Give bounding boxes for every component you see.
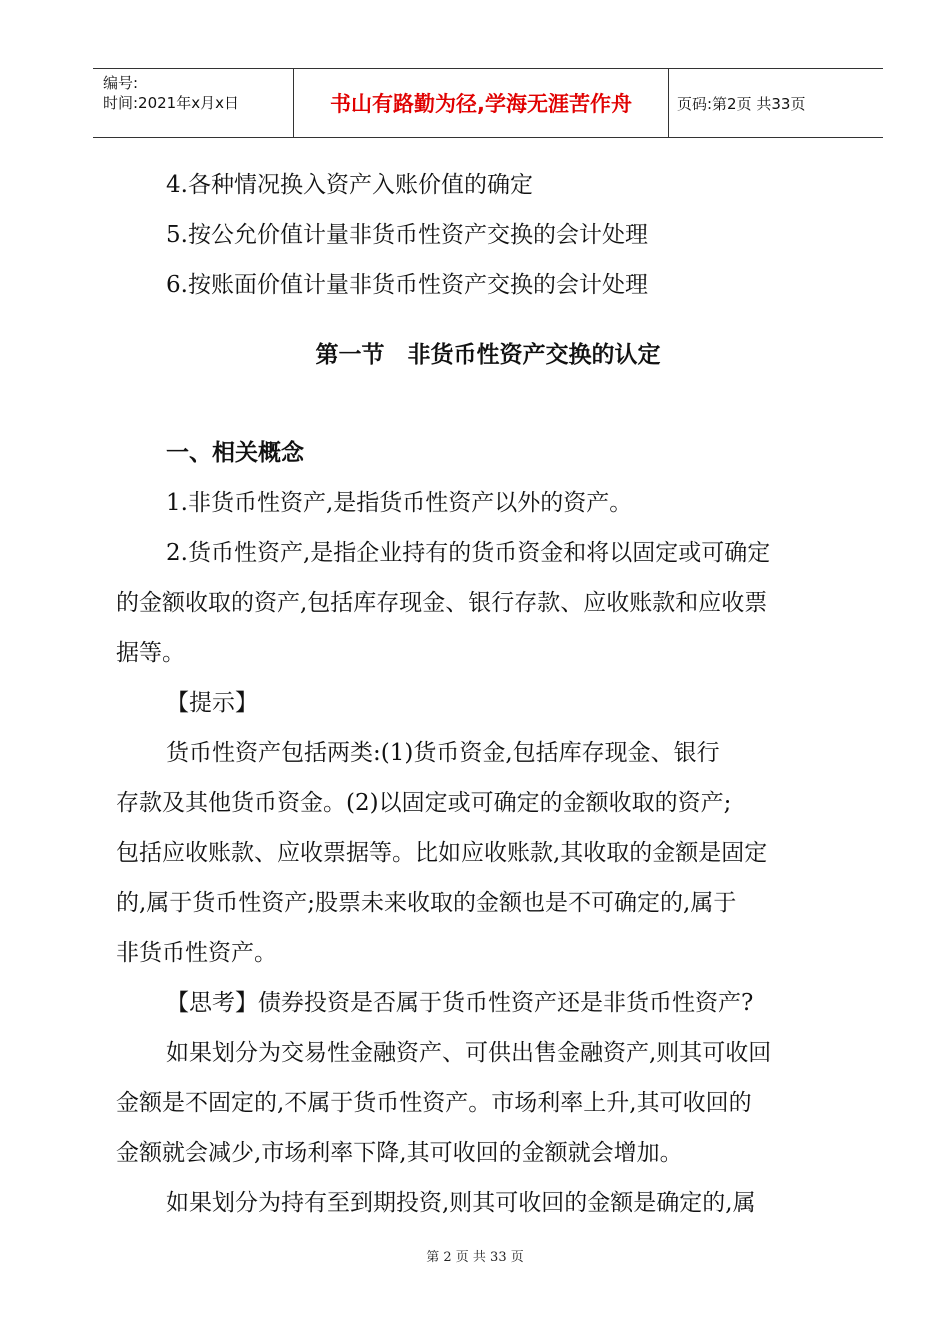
paragraph-line: 如果划分为交易性金融资产、可供出售金融资产,则其可收回 bbox=[166, 1040, 772, 1066]
header-divider bbox=[668, 69, 669, 137]
header-motto: 书山有路勤为径,学海无涯苦作舟 bbox=[330, 92, 632, 116]
outline-item-4: 4.各种情况换入资产入账价值的确定 bbox=[166, 172, 533, 198]
page-header-table bbox=[93, 68, 883, 138]
paragraph-line: 2.货币性资产,是指企业持有的货币资金和将以固定或可确定 bbox=[166, 540, 771, 566]
number-label: 编号: bbox=[103, 74, 139, 92]
paragraph-line: 包括应收账款、应收票据等。比如应收账款,其收取的金额是固定 bbox=[116, 840, 768, 866]
tip-label: 【提示】 bbox=[166, 690, 258, 716]
page-footer: 第 2 页 共 33 页 bbox=[426, 1250, 524, 1265]
section-title: 第一节 非货币性资产交换的认定 bbox=[315, 341, 661, 368]
paragraph-line: 的金额收取的资产,包括库存现金、银行存款、应收账款和应收票 bbox=[116, 590, 768, 616]
paragraph-line: 1.非货币性资产,是指货币性资产以外的资产。 bbox=[166, 490, 633, 516]
paragraph-line: 货币性资产包括两类:(1)货币资金,包括库存现金、银行 bbox=[166, 740, 720, 766]
paragraph-line: 金额是不固定的,不属于货币性资产。市场利率上升,其可收回的 bbox=[116, 1090, 752, 1116]
outline-item-6: 6.按账面价值计量非货币性资产交换的会计处理 bbox=[166, 272, 648, 298]
paragraph-line: 存款及其他货币资金。(2)以固定或可确定的金额收取的资产; bbox=[116, 790, 732, 816]
paragraph-line: 的,属于货币性资产;股票未来收取的金额也是不可确定的,属于 bbox=[116, 890, 737, 916]
paragraph-line: 据等。 bbox=[116, 640, 185, 666]
header-meta bbox=[103, 73, 288, 113]
subsection-title: 一、相关概念 bbox=[166, 439, 304, 466]
paragraph-line: 非货币性资产。 bbox=[116, 940, 277, 966]
header-page-label: 页码:第2页 共33页 bbox=[677, 94, 806, 113]
paragraph-line: 金额就会减少,市场利率下降,其可收回的金额就会增加。 bbox=[116, 1140, 683, 1166]
paragraph-line: 如果划分为持有至到期投资,则其可收回的金额是确定的,属 bbox=[166, 1190, 756, 1216]
question-line: 【思考】债券投资是否属于货币性资产还是非货币性资产? bbox=[166, 990, 754, 1016]
outline-item-5: 5.按公允价值计量非货币性资产交换的会计处理 bbox=[166, 222, 648, 248]
time-label: 时间:2021年x月x日 bbox=[103, 94, 239, 112]
